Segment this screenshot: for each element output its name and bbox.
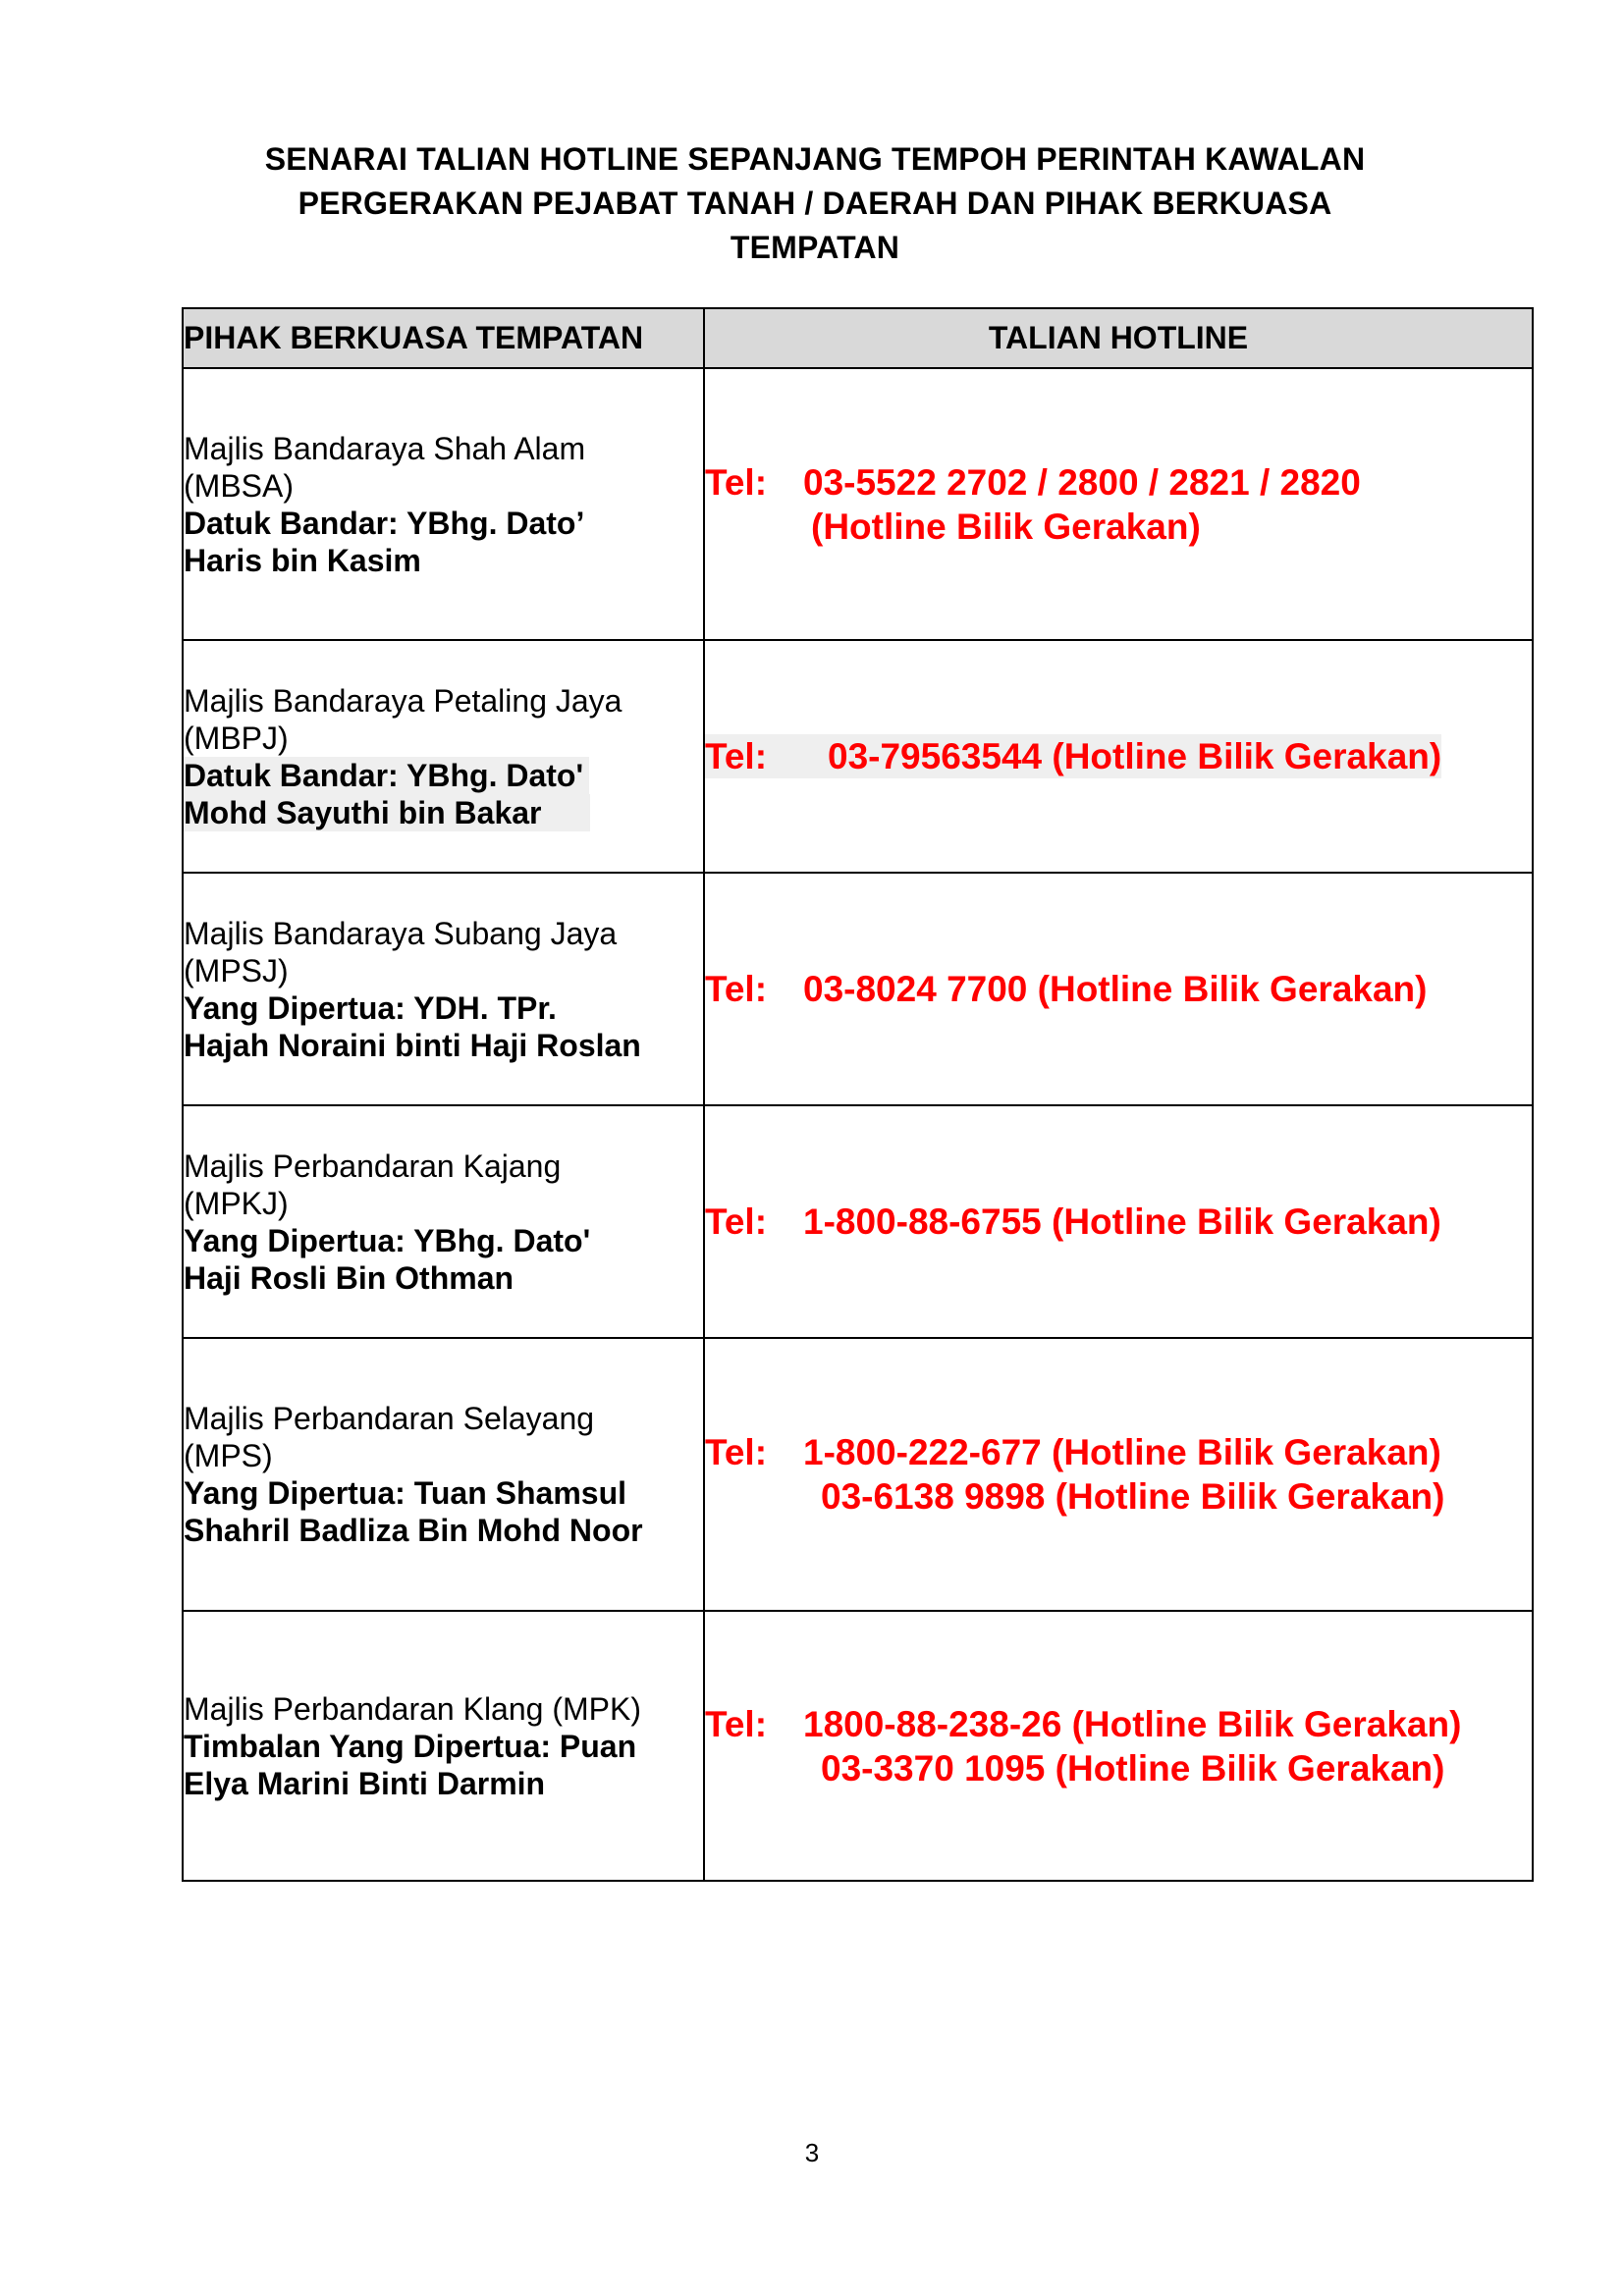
- authority-name: Majlis Perbandaran Kajang: [184, 1148, 562, 1184]
- authority-cell: [183, 368, 704, 640]
- column-header-authority: PIHAK BERKUASA TEMPATAN: [183, 308, 704, 368]
- authority-abbrev: (MBSA): [184, 467, 294, 504]
- hotline-table: [182, 307, 1534, 1882]
- authority-cell: [183, 640, 704, 873]
- tel-label: Tel:: [705, 1432, 768, 1472]
- authority-head: Yang Dipertua: YBhg. Dato': [184, 1222, 591, 1258]
- authority-head-name: Haji Rosli Bin Othman: [184, 1259, 514, 1296]
- table-row: [183, 1105, 1533, 1338]
- authority-head: Datuk Bandar: YBhg. Dato': [184, 757, 589, 794]
- authority-name: Majlis Bandaraya Petaling Jaya: [184, 682, 623, 719]
- phone-number: 1-800-222-677 (Hotline Bilik Gerakan): [803, 1432, 1441, 1472]
- column-header-hotline: TALIAN HOTLINE: [704, 308, 1533, 368]
- hotline-cell: [704, 1105, 1533, 1338]
- authority-abbrev: (MPKJ): [184, 1185, 289, 1221]
- tel-label: Tel:: [705, 1201, 768, 1242]
- hotline-cell: [704, 368, 1533, 640]
- hotline-cell: [704, 873, 1533, 1105]
- tel-label: Tel:: [705, 461, 768, 503]
- tel-label: Tel:: [705, 969, 768, 1009]
- phone-number: 1-800-88-6755 (Hotline Bilik Gerakan): [803, 1201, 1441, 1242]
- authority-head: Datuk Bandar: YBhg. Dato’: [184, 505, 585, 541]
- authority-head-name: Elya Marini Binti Darmin: [184, 1765, 546, 1801]
- authority-cell: [183, 1105, 704, 1338]
- tel-label: Tel:: [705, 734, 828, 778]
- authority-head-name: Shahril Badliza Bin Mohd Noor: [184, 1513, 643, 1548]
- authority-name: Majlis Perbandaran Selayang: [184, 1401, 595, 1436]
- phone-number: 03-8024 7700 (Hotline Bilik Gerakan): [803, 969, 1428, 1009]
- table-row: [183, 1611, 1533, 1881]
- title-line: SENARAI TALIAN HOTLINE SEPANJANG TEMPOH PERINTAH KAWALAN: [264, 141, 1366, 177]
- authority-head: Yang Dipertua: Tuan Shamsul: [184, 1475, 627, 1511]
- authority-cell: [183, 1338, 704, 1611]
- authority-abbrev: (MBPJ): [184, 720, 289, 756]
- table-header-row: [183, 308, 1533, 368]
- hotline-cell: [704, 1611, 1533, 1881]
- phone-number-secondary: 03-6138 9898 (Hotline Bilik Gerakan): [821, 1476, 1445, 1517]
- authority-head: Yang Dipertua: YDH. TPr.: [184, 989, 557, 1026]
- hotline-cell: [704, 1338, 1533, 1611]
- table-row: [183, 1338, 1533, 1611]
- authority-name: Majlis Perbandaran Klang (MPK): [184, 1690, 641, 1727]
- table-row: [183, 368, 1533, 640]
- page-number: 3: [804, 2138, 820, 2167]
- phone-note: (Hotline Bilik Gerakan): [811, 506, 1201, 547]
- authority-name: Majlis Bandaraya Subang Jaya: [184, 915, 618, 951]
- authority-abbrev: (MPSJ): [184, 952, 289, 988]
- authority-cell: [183, 1611, 704, 1881]
- title-line: PERGERAKAN PEJABAT TANAH / DAERAH DAN PIHAK BERKUASA: [298, 186, 1332, 221]
- authority-head-name: Haris bin Kasim: [184, 542, 421, 578]
- authority-head-name: Hajah Noraini binti Haji Roslan: [184, 1027, 641, 1063]
- table-row: [183, 873, 1533, 1105]
- authority-abbrev: (MPS): [184, 1438, 273, 1473]
- authority-cell: [183, 873, 704, 1105]
- phone-number-secondary: 03-3370 1095 (Hotline Bilik Gerakan): [821, 1747, 1445, 1789]
- phone-number: 1800-88-238-26 (Hotline Bilik Gerakan): [803, 1703, 1462, 1744]
- document-title: [182, 137, 1448, 270]
- tel-label: Tel:: [705, 1703, 768, 1744]
- authority-head-name: Mohd Sayuthi bin Bakar: [184, 794, 590, 831]
- phone-number: 03-5522 2702 / 2800 / 2821 / 2820: [803, 461, 1361, 503]
- title-line: TEMPATAN: [730, 230, 900, 265]
- authority-name: Majlis Bandaraya Shah Alam: [184, 430, 586, 466]
- table-row: [183, 640, 1533, 873]
- hotline-cell: [704, 640, 1533, 873]
- phone-number: 03-79563544 (Hotline Bilik Gerakan): [828, 736, 1442, 776]
- authority-head: Timbalan Yang Dipertua: Puan: [184, 1728, 637, 1764]
